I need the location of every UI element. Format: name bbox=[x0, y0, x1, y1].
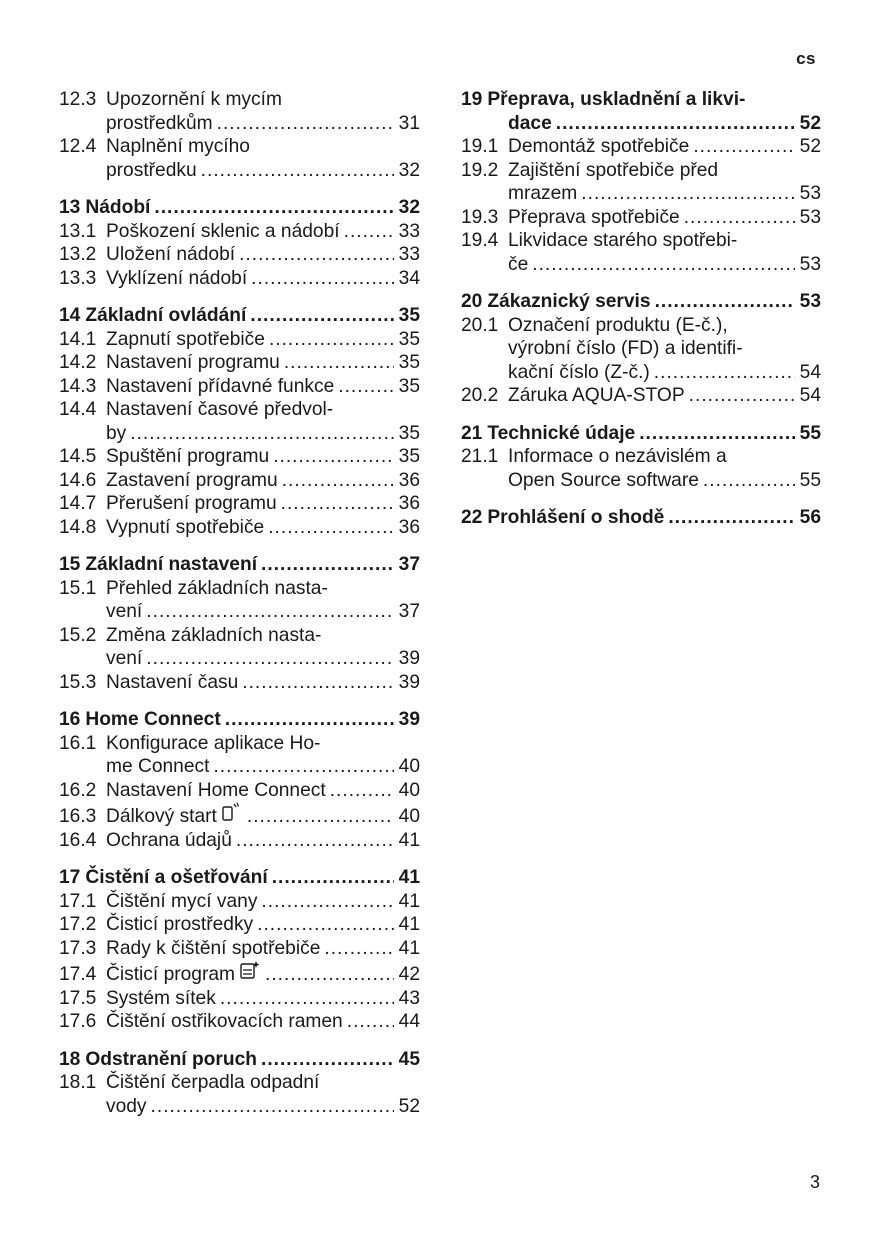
toc-entry-line[interactable] bbox=[59, 328, 420, 352]
dot-leader bbox=[284, 351, 394, 375]
toc-entry-line[interactable] bbox=[59, 351, 420, 375]
section-number: 16.1 bbox=[59, 732, 97, 754]
toc-column-right bbox=[461, 88, 821, 544]
section-number: 16.4 bbox=[59, 829, 97, 851]
section-number: 14.4 bbox=[59, 399, 97, 420]
section-number: 19.4 bbox=[461, 230, 499, 251]
toc-heading-line[interactable] bbox=[461, 112, 821, 136]
toc-chapter-group bbox=[461, 422, 821, 493]
toc-entry-line[interactable] bbox=[59, 516, 420, 540]
toc-entry-line bbox=[59, 624, 420, 648]
toc-entry[interactable] bbox=[59, 220, 420, 244]
toc-entry[interactable] bbox=[59, 577, 420, 624]
dot-leader bbox=[338, 375, 394, 399]
section-title: Vyklízení nádobí bbox=[106, 267, 248, 289]
page-ref: 41 bbox=[398, 937, 420, 959]
toc-entry-line[interactable] bbox=[461, 469, 821, 493]
dot-leader bbox=[251, 267, 394, 291]
toc-entry[interactable] bbox=[461, 445, 821, 492]
page-ref: 52 bbox=[799, 112, 821, 134]
page-ref: 37 bbox=[398, 601, 420, 622]
chapter-title: Home Connect bbox=[85, 709, 221, 730]
page-ref: 35 bbox=[398, 328, 420, 350]
toc-entry-line bbox=[461, 337, 821, 361]
page-ref: 31 bbox=[398, 112, 420, 134]
section-number: 14.1 bbox=[59, 328, 97, 350]
toc-entry-line bbox=[461, 159, 821, 183]
chapter-number: 20 bbox=[461, 291, 483, 312]
toc-entry-line[interactable] bbox=[59, 159, 420, 183]
dot-leader bbox=[250, 304, 394, 328]
section-title: výrobní číslo (FD) a identifi- bbox=[508, 338, 743, 359]
section-title: by bbox=[106, 422, 127, 444]
section-title: Nastavení časové předvol- bbox=[106, 399, 334, 420]
section-title: Upozornění k mycím bbox=[106, 89, 282, 110]
section-title: vení bbox=[106, 601, 143, 622]
section-number: 12.3 bbox=[59, 89, 97, 110]
toc-entry-line bbox=[59, 88, 420, 112]
toc-entry-line[interactable] bbox=[59, 755, 420, 779]
page-ref: 35 bbox=[398, 375, 420, 397]
page-ref: 40 bbox=[398, 779, 420, 801]
page-number: 3 bbox=[809, 1172, 820, 1192]
section-title: vení bbox=[106, 648, 143, 669]
chapter-title: Zákaznický servis bbox=[487, 291, 651, 312]
toc-entry[interactable] bbox=[59, 445, 420, 469]
section-number: 12.4 bbox=[59, 136, 97, 157]
dot-leader bbox=[146, 647, 394, 671]
toc-entry-line bbox=[59, 135, 420, 159]
dot-leader bbox=[639, 422, 795, 446]
toc-entry-line[interactable] bbox=[461, 206, 821, 230]
toc-entry[interactable] bbox=[59, 890, 420, 914]
chapter-title: dace bbox=[508, 112, 552, 134]
toc-entry[interactable] bbox=[59, 1010, 420, 1034]
section-number: 15.3 bbox=[59, 671, 97, 693]
section-title: Konfigurace aplikace Ho- bbox=[106, 732, 321, 754]
dot-leader bbox=[257, 913, 394, 937]
dot-leader bbox=[654, 361, 795, 385]
toc-heading-line[interactable] bbox=[461, 422, 821, 446]
section-title: Přehled základních nasta- bbox=[106, 577, 328, 599]
section-title: če bbox=[508, 253, 529, 275]
chapter-title: Nádobí bbox=[85, 197, 151, 218]
toc-chapter-group bbox=[59, 304, 420, 539]
section-title: Demontáž spotřebiče bbox=[508, 136, 690, 157]
page-ref: 35 bbox=[398, 446, 420, 467]
dot-leader bbox=[154, 196, 394, 220]
chapter-number: 18 bbox=[59, 1048, 81, 1070]
section-number: 13.3 bbox=[59, 267, 97, 289]
toc-chapter-group bbox=[59, 708, 420, 852]
page-ref: 36 bbox=[398, 516, 420, 538]
chapter-title: Technické údaje bbox=[487, 422, 636, 444]
section-number: 14.7 bbox=[59, 493, 97, 514]
cleaning-program-icon bbox=[239, 960, 261, 987]
toc-entry-line[interactable] bbox=[59, 890, 420, 914]
toc-entry-line[interactable] bbox=[59, 987, 420, 1011]
toc-entry[interactable] bbox=[59, 88, 420, 135]
section-title: Čištění mycí vany bbox=[106, 890, 258, 912]
page-ref: 53 bbox=[799, 206, 821, 228]
dot-leader bbox=[261, 1048, 394, 1072]
dot-leader bbox=[265, 963, 394, 987]
section-number: 20.1 bbox=[461, 314, 499, 336]
toc-heading-line bbox=[461, 88, 821, 112]
toc-chapter-group bbox=[59, 553, 420, 694]
section-number: 20.2 bbox=[461, 385, 499, 406]
toc-entry-line bbox=[59, 732, 420, 756]
page-ref: 39 bbox=[398, 709, 420, 730]
toc-entry[interactable] bbox=[59, 960, 420, 987]
toc-entry[interactable] bbox=[59, 398, 420, 445]
section-title: Zapnutí spotřebiče bbox=[106, 328, 265, 350]
toc-entry-line bbox=[461, 229, 821, 253]
dot-leader bbox=[703, 469, 795, 493]
page-ref: 43 bbox=[398, 987, 420, 1009]
page-ref: 35 bbox=[398, 352, 420, 373]
toc-entry-line[interactable] bbox=[59, 1010, 420, 1034]
dot-leader bbox=[324, 937, 394, 961]
section-title: Záruka AQUA-STOP bbox=[508, 385, 685, 406]
toc-entry-line[interactable] bbox=[461, 253, 821, 277]
dot-leader bbox=[217, 112, 394, 136]
section-number: 19.2 bbox=[461, 159, 499, 181]
section-number: 14.8 bbox=[59, 516, 97, 538]
section-number: 16.2 bbox=[59, 779, 97, 801]
chapter-title: Čistění a ošetřování bbox=[85, 867, 268, 888]
dot-leader bbox=[272, 866, 394, 890]
toc-entry-line[interactable] bbox=[59, 671, 420, 695]
page-ref: 52 bbox=[799, 136, 821, 157]
chapter-number: 19 bbox=[461, 89, 483, 110]
section-title: prostředku bbox=[106, 159, 197, 181]
toc-entry-line[interactable] bbox=[59, 422, 420, 446]
page-ref: 41 bbox=[398, 914, 420, 935]
toc-entry[interactable] bbox=[461, 229, 821, 276]
toc-heading-line[interactable] bbox=[59, 553, 420, 577]
section-number: 17.2 bbox=[59, 914, 97, 935]
dot-leader bbox=[213, 755, 394, 779]
page-ref: 42 bbox=[398, 964, 420, 985]
section-number: 19.3 bbox=[461, 206, 499, 228]
section-title: Rady k čištění spotřebiče bbox=[106, 937, 321, 959]
section-title: Dálkový start bbox=[106, 806, 217, 827]
toc-entry[interactable] bbox=[461, 135, 821, 159]
toc-entry-line[interactable] bbox=[59, 492, 420, 516]
dot-leader bbox=[269, 328, 394, 352]
toc-heading-line[interactable] bbox=[59, 866, 420, 890]
section-number: 13.2 bbox=[59, 244, 97, 265]
page-ref: 55 bbox=[799, 422, 821, 444]
dot-leader bbox=[655, 290, 795, 314]
section-title: Nastavení přídavné funkce bbox=[106, 375, 335, 397]
toc-entry[interactable] bbox=[59, 987, 420, 1011]
section-number: 14.6 bbox=[59, 469, 97, 491]
toc-entry[interactable] bbox=[59, 732, 420, 779]
section-number: 15.1 bbox=[59, 577, 97, 599]
dot-leader bbox=[282, 469, 394, 493]
toc-entry[interactable] bbox=[59, 1071, 420, 1118]
toc-chapter-group bbox=[59, 88, 420, 182]
section-title: Informace o nezávislém a bbox=[508, 446, 727, 467]
section-title: Nastavení Home Connect bbox=[106, 779, 326, 801]
section-number: 14.5 bbox=[59, 446, 97, 467]
section-title: Nastavení programu bbox=[106, 352, 280, 373]
page-ref: 33 bbox=[398, 220, 420, 242]
chapter-title: Prohlášení o shodě bbox=[487, 507, 665, 528]
toc-entry-line bbox=[59, 398, 420, 422]
dot-leader bbox=[581, 182, 795, 206]
toc-entry[interactable] bbox=[59, 328, 420, 352]
section-number: 17.1 bbox=[59, 890, 97, 912]
section-number: 15.2 bbox=[59, 624, 97, 646]
toc-entry[interactable] bbox=[59, 469, 420, 493]
toc-entry-line bbox=[59, 1071, 420, 1095]
dot-leader bbox=[242, 671, 394, 695]
dot-leader bbox=[693, 135, 795, 159]
toc-heading-line[interactable] bbox=[59, 196, 420, 220]
toc-entry[interactable] bbox=[461, 314, 821, 385]
page-ref: 53 bbox=[799, 291, 821, 312]
section-title: Zajištění spotřebiče před bbox=[508, 159, 719, 181]
section-title: Nastavení času bbox=[106, 671, 239, 693]
section-number: 14.3 bbox=[59, 375, 97, 397]
section-number: 14.2 bbox=[59, 352, 97, 373]
chapter-number: 14 bbox=[59, 305, 81, 326]
dot-leader bbox=[684, 206, 795, 230]
remote-start-icon bbox=[221, 802, 243, 829]
language-code: cs bbox=[796, 49, 816, 68]
toc-chapter-group bbox=[59, 196, 420, 290]
toc-entry-line[interactable] bbox=[59, 112, 420, 136]
toc-entry[interactable] bbox=[59, 829, 420, 853]
section-title: prostředkům bbox=[106, 112, 213, 134]
toc-entry[interactable] bbox=[59, 913, 420, 937]
toc-entry-line[interactable] bbox=[59, 600, 420, 624]
toc-entry-line[interactable] bbox=[59, 937, 420, 961]
page-ref: 34 bbox=[398, 267, 420, 289]
toc-entry-line[interactable] bbox=[461, 384, 821, 408]
dot-leader bbox=[273, 445, 394, 469]
page-ref: 36 bbox=[398, 469, 420, 491]
section-title: mrazem bbox=[508, 183, 578, 204]
dot-leader bbox=[261, 890, 394, 914]
dot-leader bbox=[220, 987, 394, 1011]
toc-column-left bbox=[59, 88, 420, 1132]
dot-leader bbox=[268, 516, 394, 540]
section-number: 17.4 bbox=[59, 964, 97, 985]
toc-heading-line[interactable] bbox=[461, 506, 821, 530]
page-ref: 41 bbox=[398, 890, 420, 912]
chapter-title: Základní ovládání bbox=[85, 305, 247, 326]
section-title: Přerušení programu bbox=[106, 493, 277, 514]
section-title: Čištění ostřikovacích ramen bbox=[106, 1011, 343, 1032]
page-ref: 39 bbox=[398, 648, 420, 669]
toc-entry[interactable] bbox=[59, 267, 420, 291]
toc-chapter-group bbox=[461, 506, 821, 530]
toc-entry-line[interactable] bbox=[59, 375, 420, 399]
section-title: Vypnutí spotřebiče bbox=[106, 516, 265, 538]
chapter-title: Odstranění poruch bbox=[85, 1048, 257, 1070]
toc-entry-line bbox=[461, 445, 821, 469]
dot-leader bbox=[225, 708, 394, 732]
section-number: 13.1 bbox=[59, 220, 97, 242]
page-ref: 35 bbox=[398, 422, 420, 444]
toc-entry-line[interactable] bbox=[461, 135, 821, 159]
toc-entry-line[interactable] bbox=[59, 220, 420, 244]
toc-heading-line[interactable] bbox=[461, 290, 821, 314]
section-title: Zastavení programu bbox=[106, 469, 278, 491]
section-title: Čisticí program bbox=[106, 964, 236, 985]
section-title: Systém sítek bbox=[106, 987, 216, 1009]
chapter-number: 16 bbox=[59, 709, 81, 730]
toc-entry[interactable] bbox=[59, 351, 420, 375]
toc-entry-line[interactable] bbox=[461, 182, 821, 206]
section-number: 16.3 bbox=[59, 806, 97, 827]
toc-entry-line[interactable] bbox=[59, 647, 420, 671]
toc-entry-line bbox=[461, 314, 821, 338]
toc-entry[interactable] bbox=[59, 937, 420, 961]
toc-chapter-group bbox=[461, 88, 821, 276]
section-title: Čisticí prostředky bbox=[106, 914, 254, 935]
page-ref: 56 bbox=[799, 507, 821, 528]
chapter-number: 17 bbox=[59, 867, 81, 888]
toc-chapter-group bbox=[59, 866, 420, 1034]
dot-leader bbox=[151, 1095, 394, 1119]
page-ref: 53 bbox=[799, 253, 821, 275]
dot-leader bbox=[344, 220, 394, 244]
chapter-title: Přeprava, uskladnění a likvi- bbox=[487, 89, 746, 110]
chapter-number: 13 bbox=[59, 197, 81, 218]
dot-leader bbox=[668, 506, 795, 530]
section-title: Čištění čerpadla odpadní bbox=[106, 1072, 320, 1093]
section-title: Uložení nádobí bbox=[106, 244, 236, 265]
toc-entry[interactable] bbox=[59, 779, 420, 803]
toc-heading-line[interactable] bbox=[59, 1048, 420, 1072]
page-ref: 39 bbox=[398, 671, 420, 693]
toc-entry[interactable] bbox=[59, 243, 420, 267]
page-ref: 54 bbox=[799, 361, 821, 383]
section-title: Změna základních nasta- bbox=[106, 624, 322, 646]
section-title: Poškození sklenic a nádobí bbox=[106, 220, 340, 242]
toc-entry[interactable] bbox=[461, 206, 821, 230]
toc-entry[interactable] bbox=[59, 375, 420, 399]
toc-heading-line[interactable] bbox=[59, 708, 420, 732]
dot-leader bbox=[201, 159, 394, 183]
dot-leader bbox=[247, 805, 394, 829]
page-ref: 40 bbox=[398, 756, 420, 777]
section-number: 19.1 bbox=[461, 136, 499, 157]
dot-leader bbox=[281, 492, 394, 516]
page-ref: 32 bbox=[398, 197, 420, 218]
page-ref: 36 bbox=[398, 493, 420, 514]
toc-entry-line[interactable] bbox=[461, 361, 821, 385]
toc-chapter-group bbox=[59, 1048, 420, 1119]
page-ref: 52 bbox=[398, 1095, 420, 1117]
page-ref: 32 bbox=[398, 159, 420, 181]
section-title: Likvidace starého spotřebi- bbox=[508, 230, 738, 251]
dot-leader bbox=[532, 253, 795, 277]
toc-entry-line[interactable] bbox=[59, 267, 420, 291]
dot-leader bbox=[130, 422, 394, 446]
section-title: Open Source software bbox=[508, 469, 699, 491]
toc-entry-line[interactable] bbox=[59, 445, 420, 469]
section-title: Přeprava spotřebiče bbox=[508, 206, 680, 228]
chapter-title: Základní nastavení bbox=[85, 554, 258, 575]
toc-chapter-group bbox=[461, 290, 821, 408]
page-ref: 33 bbox=[398, 244, 420, 265]
toc-entry-line[interactable] bbox=[59, 779, 420, 803]
dot-leader bbox=[347, 1010, 394, 1034]
section-number: 21.1 bbox=[461, 446, 499, 467]
dot-leader bbox=[689, 384, 795, 408]
toc-entry-line bbox=[59, 577, 420, 601]
page-ref: 55 bbox=[799, 469, 821, 491]
toc-entry-line[interactable] bbox=[59, 960, 420, 987]
toc-entry[interactable] bbox=[59, 492, 420, 516]
page-ref: 37 bbox=[398, 554, 420, 575]
toc-entry-line[interactable] bbox=[59, 1095, 420, 1119]
toc-entry-line[interactable] bbox=[59, 913, 420, 937]
page-ref: 41 bbox=[398, 829, 420, 851]
page-ref: 45 bbox=[398, 1048, 420, 1070]
section-title: Ochrana údajů bbox=[106, 829, 232, 851]
section-title: Naplnění mycího bbox=[106, 136, 250, 157]
dot-leader bbox=[261, 553, 394, 577]
chapter-number: 22 bbox=[461, 507, 483, 528]
section-number: 18.1 bbox=[59, 1072, 97, 1093]
section-title: Označení produktu (E-č.), bbox=[508, 314, 728, 336]
toc-entry-line[interactable] bbox=[59, 243, 420, 267]
section-title: me Connect bbox=[106, 756, 210, 777]
toc-entry[interactable] bbox=[59, 671, 420, 695]
toc-entry[interactable] bbox=[461, 384, 821, 408]
toc-entry-line[interactable] bbox=[59, 469, 420, 493]
page-ref: 54 bbox=[799, 385, 821, 406]
page-ref: 35 bbox=[398, 305, 420, 326]
toc-heading-line[interactable] bbox=[59, 304, 420, 328]
dot-leader bbox=[146, 600, 394, 624]
section-number: 17.3 bbox=[59, 937, 97, 959]
page-ref: 41 bbox=[398, 867, 420, 888]
chapter-number: 21 bbox=[461, 422, 483, 444]
toc-entry-line[interactable] bbox=[59, 829, 420, 853]
chapter-number: 15 bbox=[59, 554, 81, 575]
section-title: vody bbox=[106, 1095, 147, 1117]
toc-entry[interactable] bbox=[59, 802, 420, 829]
section-title: kační číslo (Z-č.) bbox=[508, 361, 650, 383]
dot-leader bbox=[330, 779, 394, 803]
dot-leader bbox=[556, 112, 795, 136]
dot-leader bbox=[236, 829, 394, 853]
dot-leader bbox=[239, 243, 394, 267]
section-title: Spuštění programu bbox=[106, 446, 270, 467]
section-number: 17.5 bbox=[59, 987, 97, 1009]
toc-entry[interactable] bbox=[59, 624, 420, 671]
toc-entry[interactable] bbox=[461, 159, 821, 206]
page-ref: 40 bbox=[398, 806, 420, 827]
toc-entry[interactable] bbox=[59, 135, 420, 182]
section-number: 17.6 bbox=[59, 1011, 97, 1032]
toc-entry[interactable] bbox=[59, 516, 420, 540]
toc-entry-line[interactable] bbox=[59, 802, 420, 829]
page-ref: 53 bbox=[799, 183, 821, 204]
page-ref: 44 bbox=[398, 1011, 420, 1032]
